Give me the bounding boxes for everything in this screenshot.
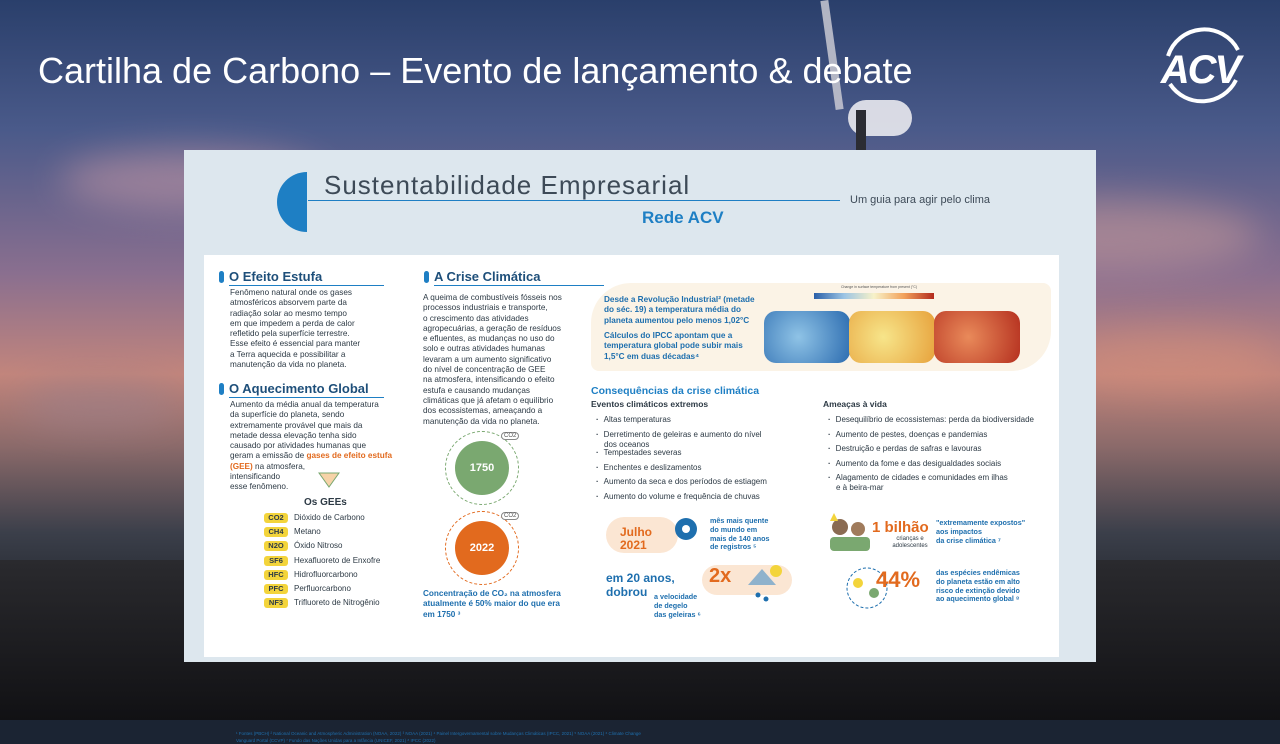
doc-title: Sustentabilidade Empresarial: [324, 170, 691, 200]
julho-text: [710, 517, 800, 552]
gee-row: [264, 598, 380, 610]
gee-row: [264, 584, 351, 596]
section-rule: [229, 285, 384, 286]
circle-1750: 1750: [455, 441, 509, 495]
bullet-item: · Aumento de pestes, doenças e pandemias: [828, 430, 987, 439]
aquecimento-line: da superfície do planeta, sendo: [230, 410, 345, 420]
bullet-item: · Altas temperaturas: [596, 415, 671, 424]
gee-code: PFC: [264, 584, 288, 594]
crise-line: na atmosfera, intensificando o efeito: [423, 375, 555, 385]
crise-line: solo e outras atividades humanas: [423, 344, 545, 354]
bullet-item: · Aumento do volume e frequência de chuvas: [596, 492, 760, 501]
geleiras-text: [654, 593, 724, 619]
gee-name: Hidrofluorcarbono: [294, 569, 358, 579]
gee-row: [264, 556, 380, 568]
gee-row: [264, 570, 358, 582]
crise-line: estufa e causando mudanças: [423, 385, 530, 395]
gee-code: NF3: [264, 598, 288, 608]
temperature-text-a: [604, 295, 769, 326]
temperature-scale: [814, 293, 934, 299]
bilhao-text: [936, 519, 1046, 545]
bilhao-label: 1 bilhão: [872, 519, 929, 536]
crise-line: A queima de combustíveis fósseis nos: [423, 293, 562, 302]
gees-title: Os GEEs: [304, 497, 347, 508]
bilhao-line: da crise climática ⁷: [936, 535, 1001, 545]
temperature-line: 1,5°C em duas décadas⁴: [604, 351, 700, 361]
two-x: 2x: [709, 565, 732, 587]
map-1-5c: [764, 311, 850, 363]
eventos-heading: Eventos climáticos extremos: [591, 399, 709, 409]
efeito-estufa-heading: O Efeito Estufa: [229, 269, 323, 284]
temperature-line: Desde a Revolução Industrial² (metade: [604, 295, 755, 304]
circle-2022: 2022: [455, 521, 509, 575]
crise-line: manutenção da vida no planeta.: [423, 416, 540, 426]
consequencias-heading: Consequências da crise climática: [591, 385, 760, 397]
gee-name: Hexafluoreto de Enxofre: [294, 555, 381, 565]
section-marker: [219, 383, 224, 395]
map-caption: Change in surface temperature from present (°C): [840, 285, 918, 289]
gee-code: HFC: [264, 570, 288, 580]
co2-concentration-text: [423, 589, 593, 620]
section-marker: [219, 271, 224, 283]
geleiras-line: de degelo: [654, 600, 688, 610]
efeito-estufa-line: a Terra aquecida e possibilitar a: [230, 349, 346, 359]
pct-line: das espécies endêmicas: [936, 568, 1020, 577]
efeito-estufa-line: em que impedem a perda de calor: [230, 318, 355, 328]
gee-code: N2O: [264, 541, 288, 551]
temperature-line: planeta aumentou pelo menos 1,02°C: [604, 315, 750, 325]
crise-text: [423, 293, 573, 427]
co2-tag: CO2: [501, 432, 519, 440]
aquecimento-line: intensificando: [230, 472, 281, 482]
pct-line: do planeta estão em alto: [936, 576, 1020, 586]
aquecimento-heading: O Aquecimento Global: [229, 381, 369, 396]
gee-name: Perfluorcarbono: [294, 584, 351, 593]
concentration-line: Concentração de CO₂ na atmosfera: [423, 589, 561, 598]
efeito-estufa-text: [230, 288, 405, 370]
crise-line: o crescimento das atividades: [423, 313, 529, 323]
pct-line: ao aquecimento global ⁸: [936, 594, 1020, 604]
doc-content: [204, 255, 1059, 743]
aquecimento-line: extremamente provável que mais da: [230, 420, 363, 430]
aquecimento-line: Aumento da média anual da temperatura: [230, 400, 379, 409]
aquecimento-line: (GEE) na atmosfera,: [230, 461, 306, 471]
crise-line: dos ecossistemas, ameaçando a: [423, 406, 543, 416]
temperature-text-b: [604, 331, 769, 362]
crise-line: levaram a um aumento significativo: [423, 354, 552, 364]
header-rule: [308, 200, 840, 201]
gee-name: Metano: [294, 527, 321, 537]
pct-text: [936, 569, 1056, 604]
temperature-line: Cálculos do IPCC apontam que a: [604, 331, 733, 340]
doc-guide: Um guia para agir pelo clima: [850, 194, 991, 206]
crise-heading: A Crise Climática: [434, 269, 541, 284]
bullet-item: dos oceanos: [604, 439, 650, 449]
gee-code: SF6: [264, 556, 288, 566]
bullet-item: · Alagamento de cidades e comunidades em ilhas: [828, 473, 1008, 482]
section-rule: [229, 397, 384, 398]
gee-code: CH4: [264, 527, 288, 537]
references: ¹ Fontes (PBCH) ² National Oceanic and Atmospheric Administration (NOAA, 2022) ³ NOAA (2021) ⁴ Painel Intergovernamental sobre Mudanças Climáticas (IPCC, 2021) ⁵ NOAA (2021) ⁶ Climate Change Vanguard Portal (CCVP) ⁷ Fundo das Nações Unidas para a Infância (UNICEF, 2021) ⁸ IPCC (2022): [236, 731, 641, 743]
julho-line: de registros ⁵: [710, 542, 757, 552]
bilhao-line: "extremamente expostos": [936, 518, 1026, 527]
pct-line: risco de extinção devido: [936, 585, 1020, 595]
gee-row: [264, 541, 342, 553]
map-2c: [849, 311, 935, 363]
bullet-item: e à beira-mar: [836, 483, 884, 492]
efeito-estufa-line: Esse efeito é essencial para manter: [230, 339, 361, 349]
aquecimento-line: metade dessa elevação tenha sido: [230, 430, 357, 440]
children-icon: [826, 513, 874, 553]
temperature-line: do séc. 19) a temperatura média do: [604, 305, 741, 315]
down-triangle-icon: [319, 473, 339, 487]
concentration-line: em 1750 ³: [423, 609, 461, 619]
gee-row: [264, 527, 321, 539]
bilhao-sub-line: adolescentes: [892, 543, 928, 549]
crise-line: climáticas que já afetam o equilíbrio: [423, 395, 554, 405]
section-rule: [434, 285, 604, 286]
slide-title: Cartilha de Carbono – Evento de lançamento & debate: [38, 50, 913, 91]
dobrou-label: dobrou: [606, 585, 648, 599]
temperature-line: temperatura global pode subir mais: [604, 341, 743, 351]
efeito-estufa-line: Fenômeno natural onde os gases: [230, 288, 352, 297]
logo-text: ACV: [1160, 48, 1240, 92]
bullet-item: · Aumento da fome e das desigualdades sociais: [828, 459, 1001, 468]
section-marker: [424, 271, 429, 283]
efeito-estufa-line: refletido pela superfície terrestre.: [230, 329, 350, 339]
gee-code: CO2: [264, 513, 288, 523]
bilhao-sub: [880, 536, 940, 550]
aquecimento-line: esse fenômeno.: [230, 482, 289, 492]
bullet-item: · Enchentes e deslizamentos: [596, 463, 702, 472]
aquecimento-line: geram a emissão de gases de efeito estufa: [230, 451, 393, 461]
gee-name: Dióxido de Carbono: [294, 513, 365, 522]
bullet-item: · Desequilíbrio de ecossistemas: perda da biodiversidade: [828, 415, 1034, 424]
julho-label: Julho: [620, 525, 652, 539]
aquecimento-line: causado por atividades humanas que: [230, 441, 367, 451]
julho-line: mais de 140 anos: [710, 533, 770, 543]
julho-year: 2021: [620, 538, 647, 552]
bilhao-line: aos impactos: [936, 526, 982, 536]
header-half-circle: [277, 172, 307, 232]
em20-label: em 20 anos,: [606, 571, 675, 585]
crise-line: processos industriais e transporte,: [423, 303, 548, 313]
geleiras-line: a velocidade: [654, 592, 698, 601]
crise-line: e efluentes, as mudanças no uso do: [423, 334, 555, 344]
concentration-line: atualmente é 50% maior do que era: [423, 599, 560, 609]
crise-line: agropecuárias, a geração de resíduos: [423, 323, 561, 333]
efeito-estufa-line: atmosféricos absorvem parte da: [230, 298, 347, 308]
geleiras-line: das geleiras ⁶: [654, 609, 701, 619]
efeito-estufa-line: manutenção da vida no planeta.: [230, 360, 347, 370]
document-image: [184, 150, 1096, 743]
gee-name: Óxido Nitroso: [294, 541, 343, 551]
cloud: [20, 380, 180, 430]
bullet-item: · Aumento da seca e dos períodos de estiagem: [596, 477, 767, 486]
bullet-item: · Destruição e perdas de safras e lavouras: [828, 444, 982, 453]
map-4c: [934, 311, 1020, 363]
doc-rede: Rede ACV: [642, 208, 724, 227]
julho-line: mês mais quente: [710, 516, 769, 525]
melting-glacier-icon: [744, 563, 784, 603]
crise-line: do nível de concentração de GEE: [423, 365, 546, 375]
ameacas-heading: Ameaças à vida: [823, 399, 887, 409]
efeito-estufa-line: radiação solar ao mesmo tempo: [230, 308, 347, 318]
pct-label: 44%: [876, 567, 921, 592]
julho-line: do mundo em: [710, 524, 758, 534]
bullet-item: · Tempestades severas: [596, 448, 682, 457]
bullet-item: · Derretimento de geleiras e aumento do nível: [596, 430, 762, 439]
co2-tag: CO2: [501, 512, 519, 520]
gee-name: Trifluoreto de Nitrogênio: [294, 598, 380, 608]
gee-row: [264, 513, 365, 525]
acv-logo: [1150, 26, 1250, 106]
bilhao-sub-line: crianças e: [896, 536, 924, 542]
thermometer-sun-icon: [674, 517, 698, 541]
